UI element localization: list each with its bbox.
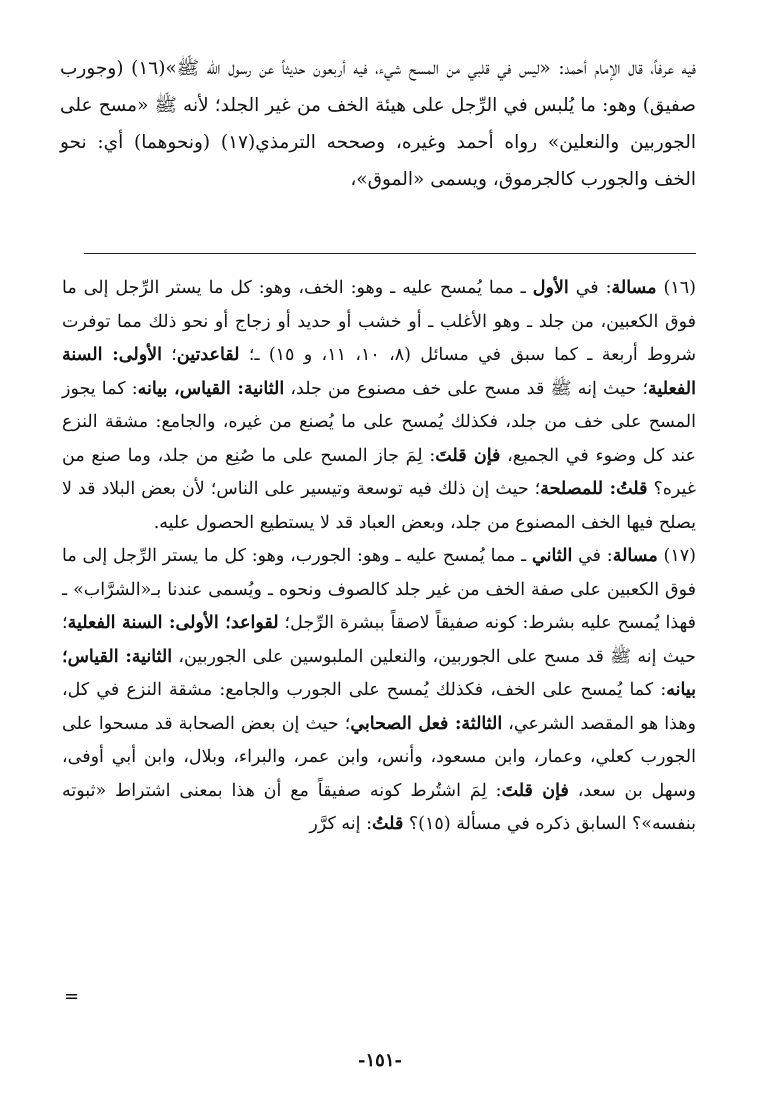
footnote-16-p10: فإن قلتَ xyxy=(435,445,501,466)
footnote-16-p2: الأول xyxy=(532,278,569,298)
footnote-17-p1: : في xyxy=(572,546,613,566)
footnote-17-p3: ـ مما يُمسح عليه ـ وهو: الجورب، وهو: كل ما يستر الرِّجل إلى ما فوق الكعبين على صفة الخف من غير جلد كالصوف ونحوه ـ ويُسمى عندنا بـ«الشرَّاب» ـ فهذا يُمسح عليه بشرط: كونه صفيقاً لاصقاً ببشرة الرِّجل؛ xyxy=(62,546,696,633)
footnote-17-p11: : لِمَ اشتُرط كونه صفيقاً مع أن هذا بمعنى اشتراط «ثبوته بنفسه»؟ السابق ذكره في مسألة (١٥)؟ xyxy=(62,780,696,834)
footnote-17 xyxy=(62,540,696,842)
footnote-16-p3: ـ مما يُمسح عليه ـ وهو: الخف، وهو: كل ما يستر الرِّجل إلى ما فوق الكعبين، من جلد ـ وهو الأغلب ـ أو خشب أو حديد أو زجاج أو نحو ذلك مما توفرت شروط أربعة ـ كما سبق في مسائل (٨، ١٠، ١١، و ١٥) ـ؛ xyxy=(62,278,696,365)
footnote-17-p10: فإن قلتَ xyxy=(501,780,569,801)
footnote-17-p0: مسالة xyxy=(612,546,658,566)
footnote-16-p11: : لِمَ جاز المسح على ما صُنِع من جلد، وما صنع من غيره؟ xyxy=(62,445,696,499)
main-paragraph: فيه عرفاً، قال الإمام أحمد: «ليس في قلبي من المسح شيء، فيه أربعون حديثاً عن رسول الله ﷺ»(١٦) (وجورب صفيق) وهو: ما يُلبس في الرِّجل على هيئة الخف من غير الجلد؛ لأنه ﷺ «مسح على الجوربين والنعلين» رواه أحمد وغيره، وصححه الترمذي(١٧) (ونحوهما) أي: نحو الخف والجورب كالجرموق، ويسمى «الموق»، xyxy=(60,58,696,190)
footnotes-block xyxy=(62,272,696,842)
footnote-16-p12: قلتُ: للمصلحة xyxy=(540,479,648,499)
footnote-marker: (١٧) xyxy=(663,546,696,566)
footnote-16-p6: الأولى: السنة الفعلية xyxy=(62,345,696,399)
footnote-16-p1: : في xyxy=(568,278,612,298)
footnote-17-p5: ؛ حيث إنه ﷺ قد مسح على الجوربين، والنعلين الملبوسين على الجوربين، xyxy=(62,613,696,667)
footnote-marker: (١٦) xyxy=(663,278,696,298)
footnote-16 xyxy=(62,272,696,540)
page-number: -١٥١- xyxy=(358,1050,402,1071)
footnote-16-p4: لقاعدتين xyxy=(176,345,240,365)
continuation-mark: = xyxy=(64,986,80,1007)
footnote-16-p8: الثانية: القياس، بيانه xyxy=(137,378,285,399)
footnote-16-p7: ؛ حيث إنه ﷺ قد مسح على خف مصنوع من جلد، xyxy=(284,378,649,399)
footnote-16-p0: مسالة xyxy=(611,278,657,298)
footnote-17-p2: الثاني xyxy=(532,546,573,566)
footnote-17-p9: ؛ حيث إن بعض الصحابة قد مسحوا على الجورب كعلي، وعمار، وابن مسعود، وأنس، وابن عمر، والبراء، وبلال، وابن أبي أوفى، وسهل بن سعد، xyxy=(62,713,696,801)
footnote-16-p5: ؛ xyxy=(161,345,177,365)
footnote-17-p8: الثالثة: فعل الصحابي xyxy=(350,713,503,734)
footnote-16-p9: : كما يجوز المسح على خف من جلد، فكذلك يُمسح على ما يُصنع من غيره، والجامع: مشقة النزع عند كل وضوء في الجميع، xyxy=(62,378,696,466)
footnote-17-p7: : كما يُمسح على الخف، فكذلك يُمسح على الجورب والجامع: مشقة النزع في كل، وهذا هو المقصد الشرعي، xyxy=(62,680,697,734)
footnote-16-p13: ؛ حيث إن ذلك فيه توسعة وتيسير على الناس؛ لأن بعض البلاد قد لا يصلح فيها الخف المصنوع من جلد، وبعض العباد قد لا يستطيع الحصول عليه. xyxy=(62,479,696,533)
footnote-17-p13: : إنه كرَّر xyxy=(309,814,372,834)
footnote-17-p4: لقواعد؛ الأولى: السنة الفعلية xyxy=(67,613,279,633)
footnote-17-p12: قلتُ xyxy=(371,814,404,834)
footnote-17-p6: الثانية: القياس؛ بيانه xyxy=(62,646,696,700)
main-text-block xyxy=(60,50,696,198)
footnote-divider xyxy=(84,253,696,254)
